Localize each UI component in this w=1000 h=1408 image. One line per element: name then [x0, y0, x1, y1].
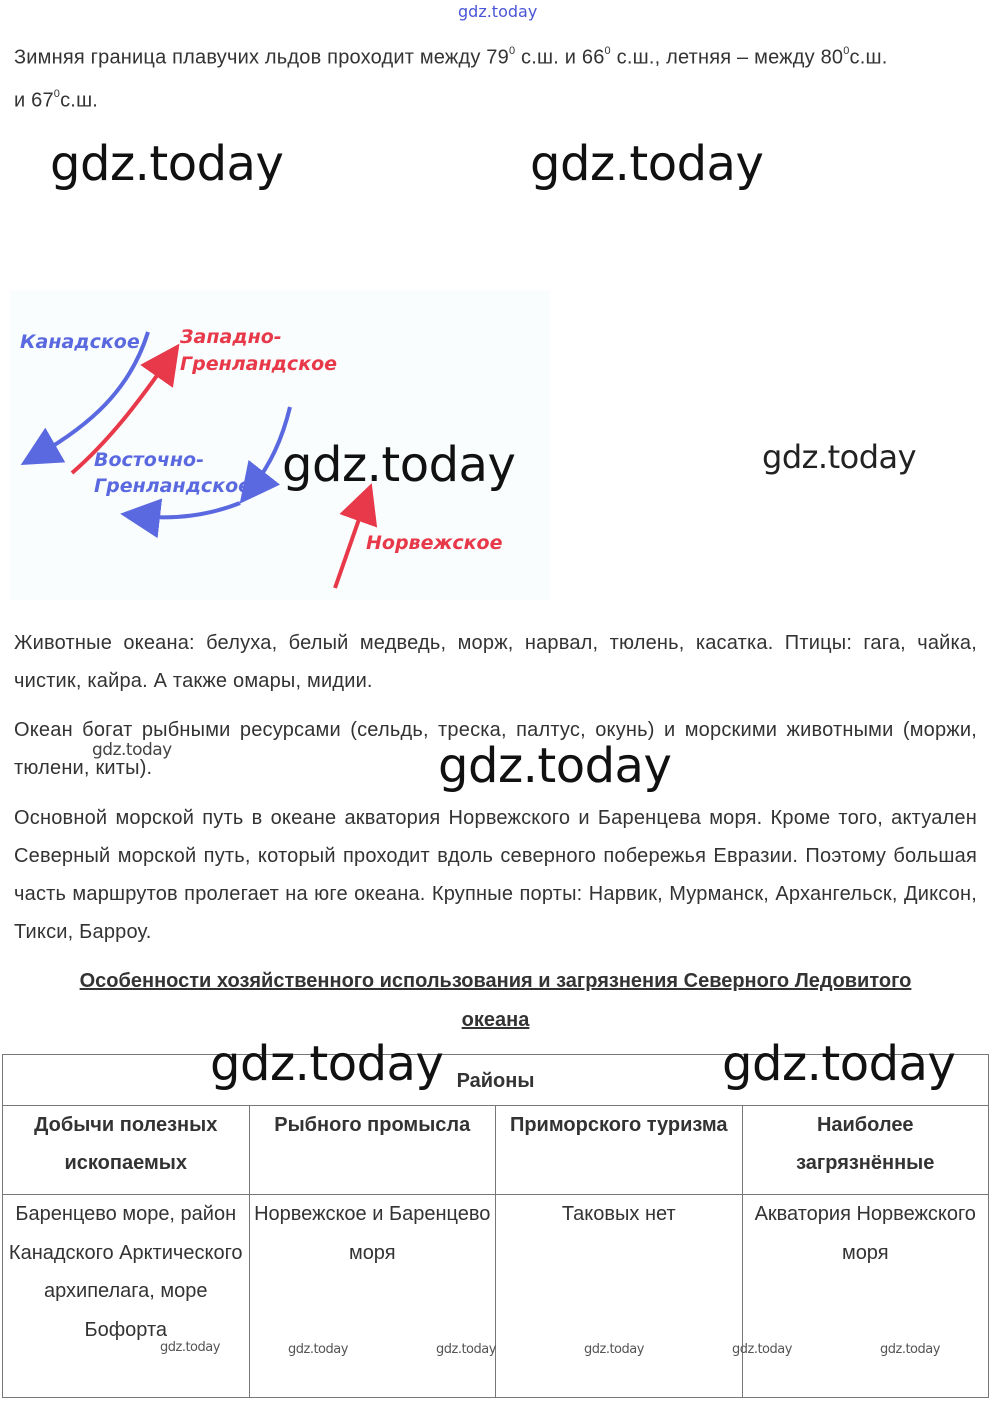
watermark: gdz.today — [288, 1342, 348, 1357]
section-heading — [14, 962, 977, 1040]
watermark: gdz.today — [436, 1342, 496, 1357]
table-row — [3, 1195, 989, 1398]
watermark: gdz.today — [92, 740, 172, 760]
watermark: gdz.today — [530, 136, 764, 192]
table-column-header: Наиболее загрязнённые — [742, 1106, 989, 1195]
watermark: gdz.today — [722, 1036, 956, 1092]
animals-paragraph: Животные океана: белуха, белый медведь, морж, нарвал, тюлень, касатка. Птицы: гага, чайка, чистик, кайра. А также омары, мидии. — [14, 632, 977, 692]
watermark: gdz.today — [732, 1342, 792, 1357]
label-norwegian: Норвежское — [366, 532, 503, 554]
intro-text: с.ш., летняя – между 80 — [610, 46, 844, 69]
section-heading-line: Особенности хозяйственного использования и загрязнения Северного Ледовитого — [79, 970, 912, 992]
degree-sup: 0 — [843, 45, 850, 57]
intro-text: с.ш. и 66 — [515, 46, 605, 69]
watermark-top: gdz.today — [458, 2, 538, 21]
resources-paragraph: Океан богат рыбными ресурсами (сельдь, треска, палтус, окунь) и морскими животными (моржи, тюлени, киты). — [14, 719, 977, 779]
degree-sup: 0 — [604, 45, 611, 57]
table-column-header: Добычи полезных ископаемых — [3, 1106, 250, 1195]
intro-text: с.ш. — [60, 89, 99, 112]
watermark: gdz.today — [438, 738, 672, 794]
watermark: gdz.today — [160, 1340, 220, 1355]
table-main-header: Районы — [3, 1055, 989, 1106]
intro-text: с.ш. — [849, 46, 888, 69]
table-column-header: Рыбного промысла — [249, 1106, 496, 1195]
table-cell: Норвежское и Баренцево моря — [249, 1195, 496, 1398]
watermark: gdz.today — [584, 1342, 644, 1357]
watermark: gdz.today — [210, 1036, 444, 1092]
watermark: gdz.today — [50, 136, 284, 192]
degree-sup: 0 — [53, 87, 61, 100]
label-west-greenland: Гренландское — [180, 353, 338, 375]
watermark: gdz.today — [880, 1342, 940, 1357]
intro-text: Зимняя граница плавучих льдов проходит между 79 — [14, 46, 509, 69]
label-west-greenland: Западно- — [180, 326, 282, 348]
table-cell: Акватория Норвежского моря — [742, 1195, 989, 1398]
label-east-greenland: Восточно- — [94, 449, 204, 471]
label-canadian: Канадское — [20, 331, 140, 353]
table-cell: Таковых нет — [496, 1195, 743, 1398]
routes-paragraph: Основной морской путь в океане акватория Норвежского и Баренцева моря. Кроме того, актуален Северный морской путь, который проходит вдоль северного побережья Евразии. Поэтому большая часть маршрутов пролегает на юге океана. Крупные порты: Нарвик, Мурманск, Архангельск, Диксон, Тикси, Барроу. — [14, 807, 977, 943]
intro-paragraph — [14, 34, 977, 119]
label-east-greenland: Гренландское — [94, 475, 252, 497]
watermark: gdz.today — [282, 437, 516, 493]
degree-sup: 0 — [508, 45, 516, 57]
table-cell: Баренцево море, район Канадского Арктического архипелага, море Бофорта — [3, 1195, 250, 1398]
intro-text: и 67 — [14, 89, 54, 112]
watermark: gdz.today — [762, 438, 917, 476]
table-column-header: Приморского туризма — [496, 1106, 743, 1195]
section-heading-line: океана — [461, 1009, 530, 1031]
